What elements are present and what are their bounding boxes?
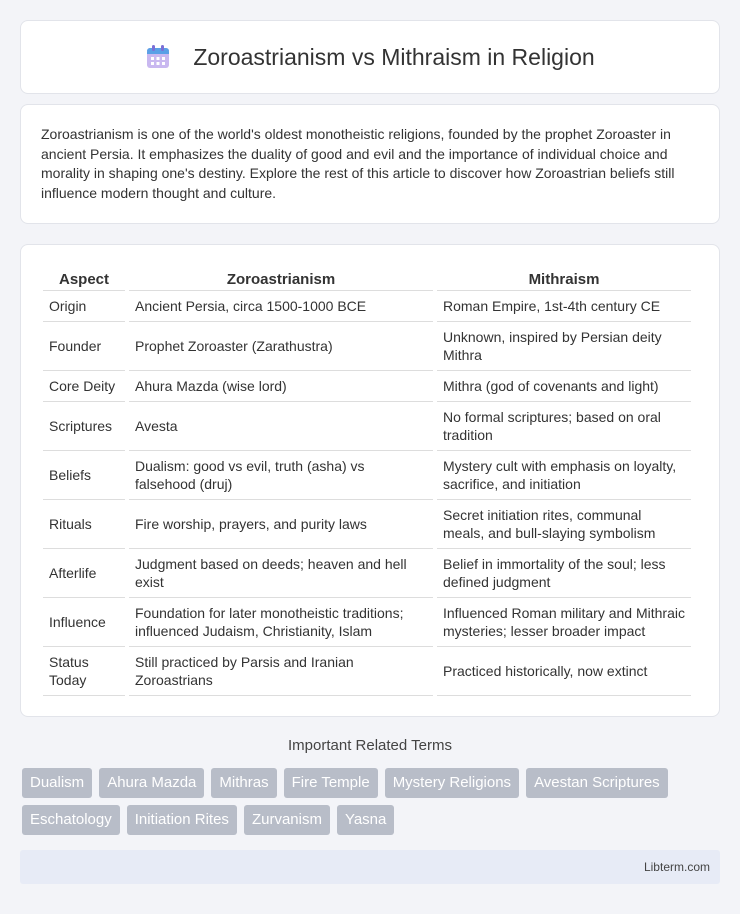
- term-tag[interactable]: Fire Temple: [284, 768, 378, 798]
- header-zoroastrianism: Zoroastrianism: [129, 265, 433, 291]
- footer-link[interactable]: Libterm.com: [643, 860, 710, 874]
- table-row: [43, 647, 691, 696]
- term-tag[interactable]: Ahura Mazda: [99, 768, 204, 798]
- zoroastrianism-cell: Ancient Persia, circa 1500-1000 BCE: [129, 291, 433, 322]
- table-row: [43, 371, 691, 402]
- related-terms-heading: Important Related Terms: [288, 737, 452, 754]
- term-tag[interactable]: Yasna: [337, 805, 394, 835]
- term-tag[interactable]: Initiation Rites: [127, 805, 237, 835]
- zoroastrianism-cell: Ahura Mazda (wise lord): [129, 371, 433, 402]
- mithraism-cell: Roman Empire, 1st-4th century CE: [437, 291, 691, 322]
- zoroastrianism-cell: Fire worship, prayers, and purity laws: [129, 500, 433, 549]
- zoroastrianism-cell: Avesta: [129, 402, 433, 451]
- mithraism-cell: Mithra (god of covenants and light): [437, 371, 691, 402]
- intro-card: [20, 104, 720, 224]
- aspect-cell: Afterlife: [43, 549, 125, 598]
- mithraism-cell: Practiced historically, now extinct: [437, 647, 691, 696]
- page-title: Zoroastrianism vs Mithraism in Religion: [193, 43, 595, 70]
- mithraism-cell: Secret initiation rites, communal meals, and bull-slaying symbolism: [437, 500, 691, 549]
- aspect-cell: Rituals: [43, 500, 125, 549]
- related-terms-list: [22, 768, 722, 835]
- aspect-cell: Status Today: [43, 647, 125, 696]
- footer: [20, 850, 720, 884]
- table-row: [43, 402, 691, 451]
- zoroastrianism-cell: Foundation for later monotheistic traditions; influenced Judaism, Christianity, Islam: [129, 598, 433, 647]
- table-header-row: [43, 265, 691, 291]
- table-row: [43, 549, 691, 598]
- header-aspect: Aspect: [43, 265, 125, 291]
- table-row: [43, 291, 691, 322]
- aspect-cell: Influence: [43, 598, 125, 647]
- comparison-card: [20, 244, 720, 717]
- zoroastrianism-cell: Prophet Zoroaster (Zarathustra): [129, 322, 433, 371]
- term-tag[interactable]: Mystery Religions: [385, 768, 519, 798]
- header-card: [20, 20, 720, 94]
- mithraism-cell: Unknown, inspired by Persian deity Mithra: [437, 322, 691, 371]
- zoroastrianism-cell: Judgment based on deeds; heaven and hell exist: [129, 549, 433, 598]
- comparison-table: [39, 265, 695, 696]
- aspect-cell: Beliefs: [43, 451, 125, 500]
- zoroastrianism-cell: Still practiced by Parsis and Iranian Zoroastrians: [129, 647, 433, 696]
- term-tag[interactable]: Zurvanism: [244, 805, 330, 835]
- aspect-cell: Origin: [43, 291, 125, 322]
- header-mithraism: Mithraism: [437, 265, 691, 291]
- mithraism-cell: Belief in immortality of the soul; less defined judgment: [437, 549, 691, 598]
- table-row: [43, 500, 691, 549]
- term-tag[interactable]: Avestan Scriptures: [526, 768, 668, 798]
- aspect-cell: Founder: [43, 322, 125, 371]
- table-row: [43, 451, 691, 500]
- calendar-icon: [145, 44, 171, 70]
- aspect-cell: Scriptures: [43, 402, 125, 451]
- table-row: [43, 598, 691, 647]
- mithraism-cell: Influenced Roman military and Mithraic mysteries; lesser broader impact: [437, 598, 691, 647]
- mithraism-cell: Mystery cult with emphasis on loyalty, sacrifice, and initiation: [437, 451, 691, 500]
- intro-text: Zoroastrianism is one of the world's oldest monotheistic religions, founded by the prophet Zoroaster in ancient Persia. It emphasizes the duality of good and evil and the importance of individual choice and morality in shaping one's destiny. Explore the rest of this article to discover how Zoroastrian beliefs still influence modern thought and culture.: [41, 126, 675, 201]
- term-tag[interactable]: Mithras: [211, 768, 276, 798]
- term-tag[interactable]: Dualism: [22, 768, 92, 798]
- table-row: [43, 322, 691, 371]
- zoroastrianism-cell: Dualism: good vs evil, truth (asha) vs falsehood (druj): [129, 451, 433, 500]
- term-tag[interactable]: Eschatology: [22, 805, 120, 835]
- mithraism-cell: No formal scriptures; based on oral tradition: [437, 402, 691, 451]
- aspect-cell: Core Deity: [43, 371, 125, 402]
